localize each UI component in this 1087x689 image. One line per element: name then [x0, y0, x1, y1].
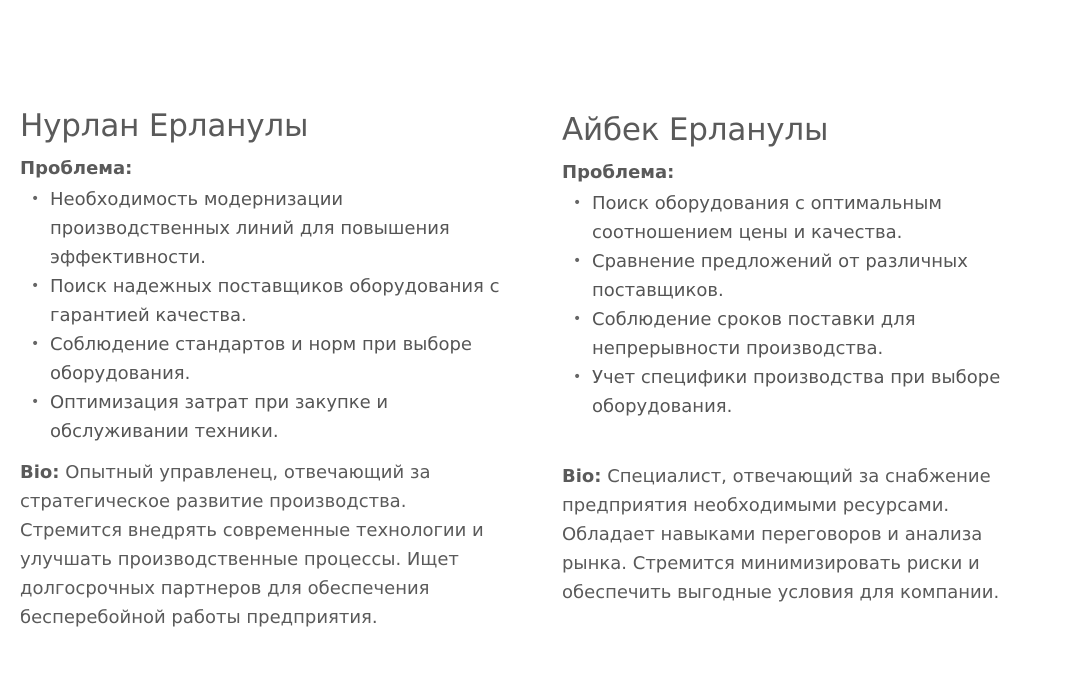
persona-card-aibek — [562, 110, 1042, 607]
problem-label: Проблема: — [562, 162, 675, 183]
list-item — [20, 388, 500, 446]
list-item — [20, 272, 500, 330]
bullet-icon: • — [31, 336, 40, 352]
problem-list — [562, 189, 1042, 421]
list-item — [20, 185, 500, 272]
problem-text: Соблюдение сроков поставки для непрерывности производства. — [592, 309, 916, 359]
bullet-icon: • — [573, 195, 582, 211]
bullet-icon: • — [573, 369, 582, 385]
persona-card-nurlan — [20, 106, 500, 632]
bio-paragraph — [562, 462, 1042, 607]
bullet-icon: • — [31, 278, 40, 294]
problem-text: Оптимизация затрат при закупке и обслуживании техники. — [50, 392, 389, 442]
bullet-icon: • — [573, 253, 582, 269]
bullet-icon: • — [573, 311, 582, 327]
problem-label: Проблема: — [20, 158, 133, 179]
problem-list — [20, 185, 500, 446]
list-item — [20, 330, 500, 388]
persona-name: Айбек Ерланулы — [562, 112, 829, 148]
bio-text: Опытный управленец, отвечающий за стратегическое развитие производства. Стремится внедрять современные технологии и улучшать производственные процессы. Ищет долгосрочных партнеров для обеспечения бесперебойной работы предприятия. — [20, 462, 484, 628]
list-item — [562, 305, 1042, 363]
list-item — [562, 189, 1042, 247]
bullet-icon: • — [31, 394, 40, 410]
bullet-icon: • — [31, 191, 40, 207]
bio-label: Bio: — [20, 462, 60, 483]
problem-text: Необходимость модернизации производственных линий для повышения эффективности. — [50, 189, 450, 268]
bio-paragraph — [20, 458, 500, 632]
problem-text: Поиск оборудования с оптимальным соотношением цены и качества. — [592, 193, 942, 243]
bio-label: Bio: — [562, 466, 602, 487]
problem-text: Соблюдение стандартов и норм при выборе оборудования. — [50, 334, 473, 384]
problem-text: Учет специфики производства при выборе оборудования. — [592, 367, 1001, 417]
problem-text: Поиск надежных поставщиков оборудования с гарантией качества. — [50, 276, 500, 326]
list-item — [562, 247, 1042, 305]
persona-name: Нурлан Ерланулы — [20, 108, 309, 144]
problem-text: Сравнение предложений от различных поставщиков. — [592, 251, 968, 301]
bio-text: Специалист, отвечающий за снабжение предприятия необходимыми ресурсами. Обладает навыками переговоров и анализа рынка. Стремится минимизировать риски и обеспечить выгодные условия для компании. — [562, 466, 1000, 603]
list-item — [562, 363, 1042, 421]
